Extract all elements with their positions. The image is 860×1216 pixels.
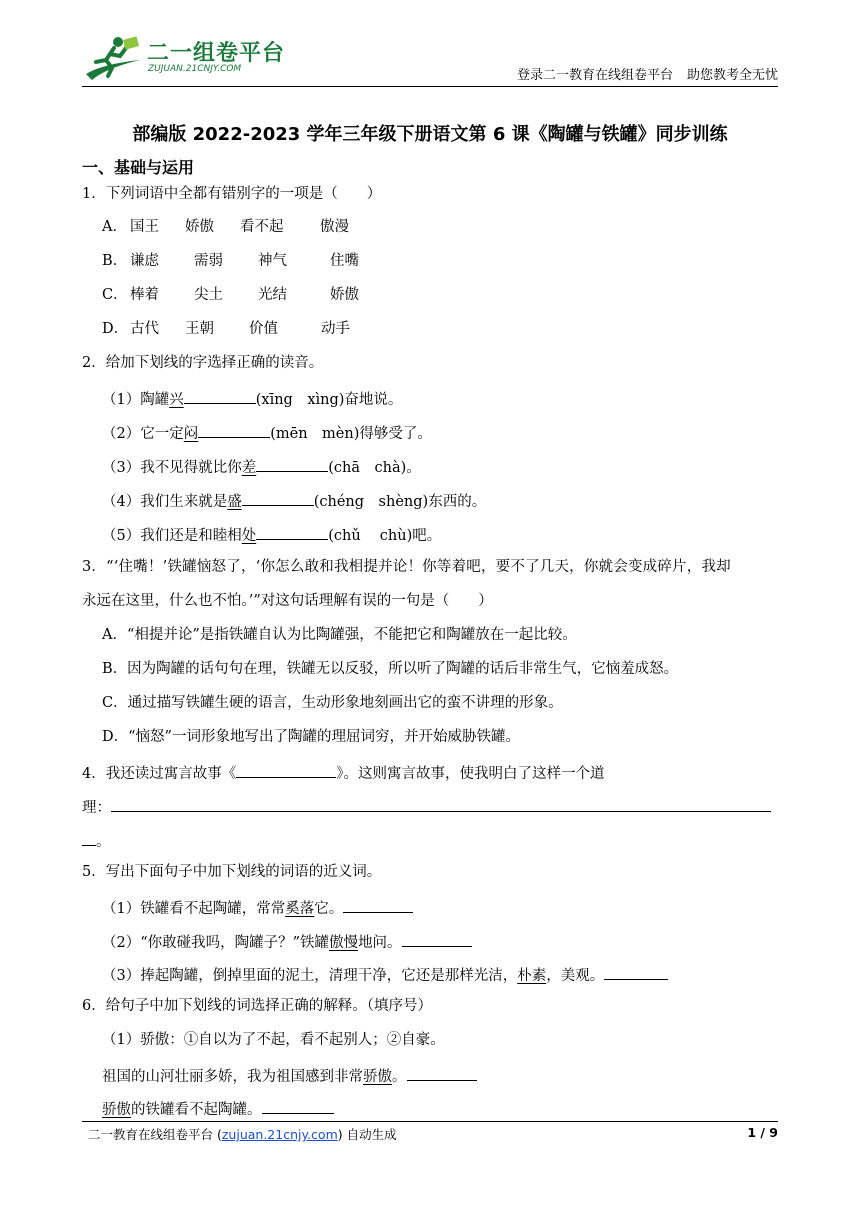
q5-item-3 — [102, 963, 668, 986]
text: 得够受了。 — [359, 426, 432, 442]
q4-line3 — [82, 829, 111, 852]
q2-item-5 — [102, 523, 441, 546]
slogan-tagline: 助您教考全无忧 — [686, 68, 778, 83]
option-label: D． — [102, 321, 129, 337]
answer-blank[interactable] — [407, 1064, 477, 1081]
lesson-blank[interactable] — [111, 795, 771, 812]
text: 祖国的山河壮丽多娇，我为祖国感到非常 — [102, 1069, 363, 1085]
answer-blank[interactable] — [604, 963, 668, 980]
logo-subtitle: ZUJUAN.21CNJY.COM — [148, 64, 242, 74]
q1-option-c — [102, 285, 359, 305]
q6-sub-definition: （1）骄傲：①自以为了不起，看不起别人；②自豪。 — [102, 1032, 445, 1048]
text: （3）我不见得就比你 — [102, 460, 242, 476]
word: 娇傲 — [330, 287, 359, 303]
underlined-char: 盛 — [227, 494, 242, 510]
text: ，美观。 — [546, 968, 605, 984]
q5-item-1 — [102, 896, 413, 919]
answer-blank[interactable] — [242, 489, 314, 506]
word: 看不起 — [240, 219, 284, 235]
word: 国王 — [130, 219, 159, 235]
underlined-char: 兴 — [169, 392, 184, 408]
page-number: 1 / 9 — [747, 1125, 778, 1140]
logo-title: 二一组卷平台 — [147, 41, 286, 66]
underlined-char: 差 — [241, 460, 257, 476]
word: 需弱 — [194, 253, 223, 269]
q1-option-a — [102, 217, 349, 237]
q1-option-b — [102, 251, 359, 271]
underlined-word: 傲慢 — [329, 935, 359, 951]
text: （1）陶罐 — [102, 392, 170, 408]
q2-stem: 2．给加下划线的字选择正确的读音。 — [82, 355, 324, 371]
q1-stem: 1．下列词语中全都有错别字的一项是（ ） — [82, 186, 382, 202]
footer-text: ) 自动生成 — [337, 1127, 397, 1142]
word: 尖土 — [194, 287, 223, 303]
q5-stem: 5．写出下面句子中加下划线的词语的近义词。 — [82, 864, 382, 880]
text: （2）“你敢碰我吗，陶罐子？”铁罐 — [102, 935, 330, 951]
pinyin-choices: (mēn mèn) — [270, 426, 360, 442]
header-slogan — [503, 64, 778, 83]
footer-text: 二一教育在线组卷平台 ( — [88, 1127, 222, 1142]
underlined-word: 骄傲 — [102, 1102, 131, 1118]
pinyin-choices: (chā chà) — [328, 460, 407, 476]
option-label: B． — [102, 253, 128, 269]
header-divider — [82, 86, 778, 87]
q3-option-a: A．“相提并论”是指铁罐自认为比陶罐强，不能把它和陶罐放在一起比较。 — [102, 627, 577, 643]
text: 理： — [82, 800, 111, 816]
text: （2）它一定 — [102, 426, 184, 442]
slogan-login[interactable]: 登录二一教育在线组卷平台 — [516, 68, 673, 83]
word: 住嘴 — [330, 253, 359, 269]
q3-stem-line2: 永远在这里，什么也不怕。’”对这句话理解有误的一句是（ ） — [82, 593, 493, 609]
section-heading: 一、基础与运用 — [82, 158, 195, 177]
text: （1）铁罐看不起陶罐，常常 — [102, 901, 286, 917]
option-label: A． — [102, 219, 127, 235]
q1-option-d — [102, 319, 350, 339]
q5-item-2 — [102, 930, 472, 953]
text: 。 — [392, 1069, 407, 1085]
q2-item-1 — [102, 387, 402, 410]
runner-logo-icon — [82, 34, 144, 82]
underlined-word: 朴素 — [517, 968, 547, 984]
answer-blank[interactable] — [198, 421, 270, 438]
word: 神气 — [258, 253, 287, 269]
text: 奋地说。 — [344, 392, 403, 408]
underlined-char: 处 — [241, 528, 257, 544]
text: 的铁罐看不起陶罐。 — [131, 1102, 262, 1118]
text: （4）我们生来就是 — [102, 494, 228, 510]
answer-blank[interactable] — [256, 523, 328, 540]
text: （3）捧起陶罐，倒掉里面的泥土，清理干净，它还是那样光洁， — [102, 968, 518, 984]
site-logo[interactable] — [82, 34, 286, 84]
q3-stem-line1: 3．“‘住嘴！’铁罐恼怒了，‘你怎么敢和我相提并论！你等着吧，要不了几天，你就会变成碎片，我却 — [82, 559, 731, 575]
text: 》。这则寓言故事，使我明白了这样一个道 — [336, 766, 605, 782]
answer-blank[interactable] — [262, 1097, 334, 1114]
underlined-char: 闷 — [183, 426, 199, 442]
answer-blank[interactable] — [256, 455, 328, 472]
word: 娇傲 — [185, 219, 214, 235]
q2-item-3 — [102, 455, 421, 478]
word: 谦虑 — [130, 253, 159, 269]
text: 。 — [406, 460, 421, 476]
q2-item-2 — [102, 421, 432, 444]
text: 4．我还读过寓言故事《 — [82, 766, 237, 782]
story-title-blank[interactable] — [236, 761, 336, 778]
word: 价值 — [249, 321, 278, 337]
q3-option-b: B．因为陶罐的话句句在理，铁罐无以反驳，所以听了陶罐的话后非常生气，它恼羞成怒。 — [102, 661, 679, 677]
page-title: 部编版 2022-2023 学年三年级下册语文第 6 课《陶罐与铁罐》同步训练 — [132, 124, 728, 145]
answer-blank[interactable] — [184, 387, 256, 404]
text: 地问。 — [358, 935, 402, 951]
footer-divider — [82, 1121, 778, 1122]
word: 光结 — [258, 287, 287, 303]
q2-item-4 — [102, 489, 486, 512]
q6-sentence-2 — [102, 1097, 334, 1120]
q6-sentence-1 — [102, 1064, 477, 1087]
word: 古代 — [130, 321, 159, 337]
q3-option-c: C．通过描写铁罐生硬的语言，生动形象地刻画出它的蛮不讲理的形象。 — [102, 695, 563, 711]
footer-link[interactable]: zujuan.21cnjy.com — [221, 1127, 338, 1142]
q4-line2 — [82, 795, 771, 818]
pinyin-choices: (xīng xìng) — [255, 392, 345, 408]
option-label: C． — [102, 287, 128, 303]
text: 吧。 — [412, 528, 442, 544]
footer-source — [88, 1125, 397, 1143]
lesson-blank-cont[interactable] — [82, 829, 96, 846]
q3-option-d: D．“恼怒”一词形象地写出了陶罐的理屈词穷，并开始威胁铁罐。 — [102, 729, 520, 745]
q4-line1 — [82, 761, 604, 784]
underlined-word: 奚落 — [285, 901, 315, 917]
answer-blank[interactable] — [402, 930, 472, 947]
word: 傲漫 — [320, 219, 349, 235]
pinyin-choices: (chǔ chù) — [328, 528, 413, 544]
q6-stem: 6．给句子中加下划线的词选择正确的解释。（填序号） — [82, 998, 432, 1014]
answer-blank[interactable] — [343, 896, 413, 913]
text: 东西的。 — [428, 494, 487, 510]
pinyin-choices: (chéng shèng) — [313, 494, 429, 510]
underlined-word: 骄傲 — [363, 1069, 392, 1085]
word: 王朝 — [185, 321, 214, 337]
text: （5）我们还是和睦相 — [102, 528, 242, 544]
word: 棒着 — [130, 287, 159, 303]
text: 它。 — [314, 901, 344, 917]
text: 。 — [96, 834, 111, 850]
word: 动手 — [321, 321, 350, 337]
